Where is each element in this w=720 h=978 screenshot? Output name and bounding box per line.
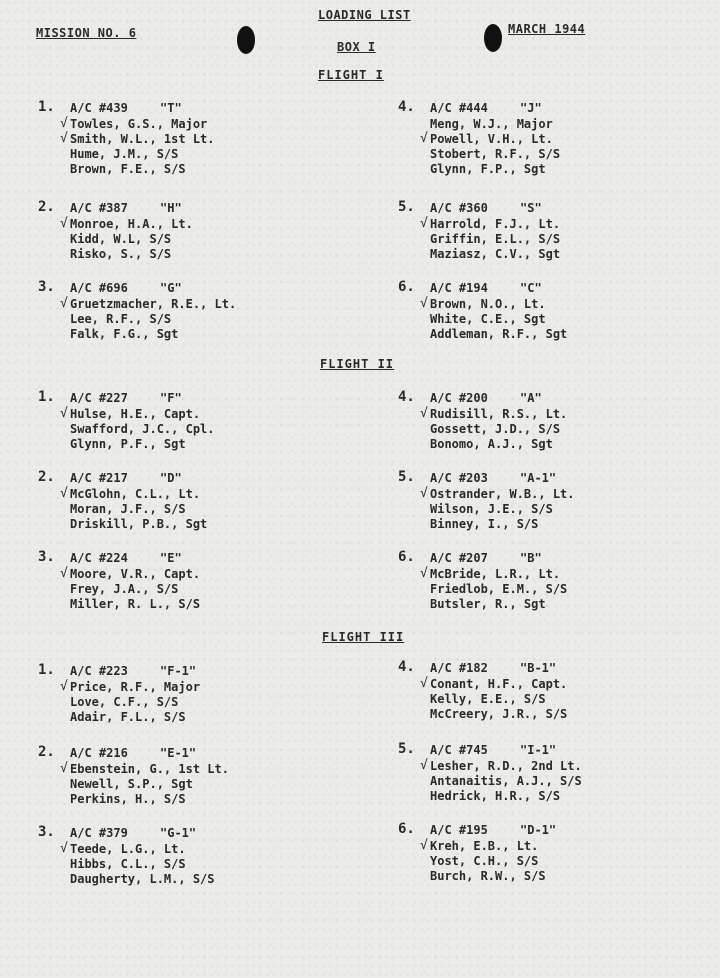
aircraft-header (430, 470, 575, 486)
crew-member (70, 161, 215, 176)
crew-member (430, 773, 582, 788)
crew-member-name: Powell, V.H., Lt. (430, 132, 553, 146)
aircraft-callsign: "D" (160, 471, 182, 485)
crew-member (60, 486, 207, 501)
aircraft-header (430, 100, 560, 116)
crew-member-name: Newell, S.P., Sgt (70, 777, 193, 791)
aircraft-number: 1. (38, 389, 55, 405)
crew-member-name: Hume, J.M., S/S (70, 147, 179, 161)
crew-member-name: Risko, S., S/S (70, 247, 172, 261)
aircraft-callsign: "S" (520, 201, 542, 215)
checkmark-icon: √ (420, 838, 428, 853)
crew-member (70, 436, 215, 451)
aircraft-callsign: "A" (520, 391, 542, 405)
crew-member (430, 691, 567, 706)
aircraft-number: 4. (398, 389, 415, 405)
crew-member-name: Towles, G.S., Major (70, 117, 208, 131)
crew-member (420, 486, 575, 501)
aircraft-number: 5. (398, 469, 415, 485)
crew-member (70, 246, 193, 261)
crew-member-name: Griffin, E.L., S/S (430, 232, 561, 246)
aircraft-block (60, 550, 201, 611)
crew-member (70, 596, 200, 611)
crew-member-name: Hulse, H.E., Capt. (70, 407, 201, 421)
crew-member-name: Moore, V.R., Capt. (70, 567, 201, 581)
crew-member-name: Glynn, F.P., Sgt (430, 162, 546, 176)
crew-member-name: Meng, W.J., Major (430, 117, 553, 131)
aircraft-callsign: "D-1" (520, 823, 557, 837)
document-title: LOADING LIST (318, 8, 411, 22)
aircraft-header (70, 280, 236, 296)
aircraft-number: 3. (38, 549, 55, 565)
crew-member-name: Kidd, W.L, S/S (70, 232, 172, 246)
crew-member-name: Gruetzmacher, R.E., Lt. (70, 297, 237, 311)
crew-member (70, 516, 207, 531)
aircraft-block (60, 663, 201, 724)
crew-member (420, 406, 568, 421)
aircraft-block (60, 470, 208, 531)
crew-member (60, 761, 229, 776)
aircraft-block (60, 200, 193, 261)
aircraft-callsign: "E" (160, 551, 182, 565)
crew-member-name: Swafford, J.C., Cpl. (70, 422, 215, 436)
crew-member (60, 131, 215, 146)
aircraft-block (420, 550, 568, 611)
crew-member-name: Gossett, J.D., S/S (430, 422, 561, 436)
aircraft-callsign: "A-1" (520, 471, 557, 485)
aircraft-callsign: "J" (520, 101, 542, 115)
crew-member-name: Driskill, P.B., Sgt (70, 517, 208, 531)
aircraft-number: 4. (398, 659, 415, 675)
crew-member-name: Bonomo, A.J., Sgt (430, 437, 553, 451)
crew-member (420, 758, 582, 773)
crew-member-name: Stobert, R.F., S/S (430, 147, 561, 161)
aircraft-header (430, 390, 567, 406)
flight-title: FLIGHT III (322, 630, 405, 644)
crew-member (420, 296, 567, 311)
aircraft-callsign: "B" (520, 551, 542, 565)
aircraft-callsign: "G" (160, 281, 182, 295)
aircraft-id: A/C #444 (430, 101, 488, 115)
aircraft-header (70, 825, 215, 841)
crew-member (60, 116, 215, 131)
crew-member-name: Addleman, R.F., Sgt (430, 327, 568, 341)
aircraft-header (430, 200, 560, 216)
crew-member-name: Price, R.F., Major (70, 680, 201, 694)
crew-member (430, 421, 567, 436)
crew-member (430, 326, 567, 341)
aircraft-header (70, 100, 215, 116)
crew-member (70, 694, 200, 709)
aircraft-number: 6. (398, 279, 415, 295)
crew-member-name: Ebenstein, G., 1st Lt. (70, 762, 229, 776)
aircraft-number: 5. (398, 199, 415, 215)
crew-member (70, 791, 229, 806)
aircraft-block (420, 200, 561, 261)
aircraft-callsign: "G-1" (160, 826, 197, 840)
checkmark-icon: √ (60, 216, 68, 231)
crew-member-name: Yost, C.H., S/S (430, 854, 539, 868)
crew-member-name: Perkins, H., S/S (70, 792, 186, 806)
checkmark-icon: √ (420, 131, 428, 146)
crew-member (70, 709, 200, 724)
crew-member (70, 871, 215, 886)
crew-member-name: Binney, I., S/S (430, 517, 539, 531)
checkmark-icon: √ (420, 676, 428, 691)
aircraft-id: A/C #745 (430, 743, 488, 757)
crew-member (70, 146, 215, 161)
crew-member-name: Smith, W.L., 1st Lt. (70, 132, 215, 146)
crew-member-name: McGlohn, C.L., Lt. (70, 487, 201, 501)
aircraft-block (420, 100, 561, 176)
checkmark-icon: √ (420, 216, 428, 231)
checkmark-icon: √ (420, 566, 428, 581)
crew-member-name: Hedrick, H.R., S/S (430, 789, 561, 803)
crew-member (430, 853, 556, 868)
crew-member-name: Butsler, R., Sgt (430, 597, 546, 611)
crew-member-name: Lee, R.F., S/S (70, 312, 172, 326)
box-label: BOX I (337, 40, 376, 54)
crew-member (60, 406, 215, 421)
aircraft-header (430, 822, 556, 838)
crew-member (60, 296, 237, 311)
crew-member (70, 231, 193, 246)
crew-member-name: Friedlob, E.M., S/S (430, 582, 568, 596)
aircraft-header (430, 550, 567, 566)
aircraft-number: 6. (398, 549, 415, 565)
crew-member (70, 776, 229, 791)
aircraft-header (430, 660, 567, 676)
crew-member-name: Daugherty, L.M., S/S (70, 872, 215, 886)
crew-member-name: Falk, F.G., Sgt (70, 327, 179, 341)
checkmark-icon: √ (60, 679, 68, 694)
crew-member-name: Glynn, P.F., Sgt (70, 437, 186, 451)
crew-member (430, 246, 560, 261)
aircraft-callsign: "F" (160, 391, 182, 405)
crew-member-name: Wilson, J.E., S/S (430, 502, 553, 516)
crew-member-name: Ostrander, W.B., Lt. (430, 487, 575, 501)
crew-member (60, 216, 193, 231)
aircraft-number: 5. (398, 741, 415, 757)
crew-member-name: Kreh, E.B., Lt. (430, 839, 539, 853)
mission-number: MISSION NO. 6 (36, 26, 137, 40)
crew-member-name: Harrold, F.J., Lt. (430, 217, 561, 231)
crew-member (70, 581, 200, 596)
aircraft-callsign: "I-1" (520, 743, 557, 757)
aircraft-number: 2. (38, 744, 55, 760)
aircraft-id: A/C #207 (430, 551, 488, 565)
checkmark-icon: √ (60, 566, 68, 581)
crew-member-name: Miller, R. L., S/S (70, 597, 201, 611)
crew-member (430, 116, 560, 131)
aircraft-header (70, 390, 215, 406)
crew-member-name: Conant, H.F., Capt. (430, 677, 568, 691)
checkmark-icon: √ (420, 296, 428, 311)
checkmark-icon: √ (420, 758, 428, 773)
checkmark-icon: √ (420, 406, 428, 421)
aircraft-callsign: "C" (520, 281, 542, 295)
aircraft-header (430, 280, 567, 296)
crew-member-name: Maziasz, C.V., Sgt (430, 247, 561, 261)
punch-hole-left (237, 26, 255, 54)
aircraft-header (70, 470, 207, 486)
aircraft-header (70, 745, 229, 761)
aircraft-block (420, 390, 568, 451)
checkmark-icon: √ (60, 296, 68, 311)
aircraft-number: 2. (38, 469, 55, 485)
aircraft-block (60, 100, 215, 176)
crew-member (430, 501, 575, 516)
aircraft-callsign: "B-1" (520, 661, 557, 675)
crew-member (420, 131, 560, 146)
checkmark-icon: √ (60, 486, 68, 501)
crew-member (60, 841, 215, 856)
aircraft-callsign: "F-1" (160, 664, 197, 678)
checkmark-icon: √ (60, 131, 68, 146)
checkmark-icon: √ (60, 406, 68, 421)
aircraft-block (420, 660, 568, 721)
crew-member (70, 856, 215, 871)
aircraft-block (60, 825, 215, 886)
crew-member (430, 146, 560, 161)
aircraft-id: A/C #227 (70, 391, 128, 405)
aircraft-id: A/C #194 (430, 281, 488, 295)
checkmark-icon: √ (420, 486, 428, 501)
crew-member-name: Lesher, R.D., 2nd Lt. (430, 759, 582, 773)
aircraft-block (60, 280, 237, 341)
aircraft-block (420, 280, 568, 341)
crew-member-name: Brown, N.O., Lt. (430, 297, 546, 311)
aircraft-number: 4. (398, 99, 415, 115)
aircraft-header (70, 550, 200, 566)
document-date: MARCH 1944 (508, 22, 586, 36)
crew-member-name: Hibbs, C.L., S/S (70, 857, 186, 871)
crew-member-name: Adair, F.L., S/S (70, 710, 186, 724)
punch-hole-right (484, 24, 502, 52)
crew-member-name: Antanaitis, A.J., S/S (430, 774, 582, 788)
crew-member (430, 868, 556, 883)
aircraft-block (60, 745, 229, 806)
crew-member-name: Rudisill, R.S., Lt. (430, 407, 568, 421)
crew-member (430, 516, 575, 531)
aircraft-callsign: "E-1" (160, 746, 197, 760)
aircraft-id: A/C #439 (70, 101, 128, 115)
aircraft-id: A/C #182 (430, 661, 488, 675)
aircraft-number: 1. (38, 662, 55, 678)
aircraft-number: 3. (38, 824, 55, 840)
aircraft-id: A/C #696 (70, 281, 128, 295)
crew-member (70, 326, 236, 341)
crew-member (430, 596, 567, 611)
aircraft-id: A/C #379 (70, 826, 128, 840)
aircraft-callsign: "T" (160, 101, 182, 115)
aircraft-id: A/C #216 (70, 746, 128, 760)
aircraft-block (60, 390, 215, 451)
aircraft-id: A/C #217 (70, 471, 128, 485)
aircraft-id: A/C #223 (70, 664, 128, 678)
crew-member-name: Kelly, E.E., S/S (430, 692, 546, 706)
crew-member (420, 216, 561, 231)
aircraft-header (70, 663, 200, 679)
aircraft-id: A/C #224 (70, 551, 128, 565)
crew-member (70, 421, 215, 436)
flight-title: FLIGHT I (318, 68, 384, 82)
crew-member (430, 231, 560, 246)
crew-member (430, 788, 582, 803)
crew-member-name: Frey, J.A., S/S (70, 582, 179, 596)
aircraft-header (70, 200, 193, 216)
checkmark-icon: √ (60, 841, 68, 856)
crew-member (420, 566, 567, 581)
crew-member (430, 581, 567, 596)
crew-member (70, 501, 207, 516)
crew-member (430, 706, 567, 721)
aircraft-number: 3. (38, 279, 55, 295)
aircraft-header (430, 742, 582, 758)
checkmark-icon: √ (60, 116, 68, 131)
aircraft-id: A/C #360 (430, 201, 488, 215)
crew-member-name: Moran, J.F., S/S (70, 502, 186, 516)
aircraft-number: 2. (38, 199, 55, 215)
crew-member (420, 838, 556, 853)
crew-member-name: Teede, L.G., Lt. (70, 842, 186, 856)
flight-title: FLIGHT II (320, 357, 395, 371)
aircraft-block (420, 470, 575, 531)
crew-member-name: Monroe, H.A., Lt. (70, 217, 193, 231)
crew-member-name: McCreery, J.R., S/S (430, 707, 568, 721)
aircraft-callsign: "H" (160, 201, 182, 215)
checkmark-icon: √ (60, 761, 68, 776)
aircraft-number: 6. (398, 821, 415, 837)
crew-member (60, 679, 201, 694)
crew-member-name: White, C.E., Sgt (430, 312, 546, 326)
aircraft-id: A/C #203 (430, 471, 488, 485)
crew-member (70, 311, 236, 326)
crew-member-name: Burch, R.W., S/S (430, 869, 546, 883)
crew-member (60, 566, 201, 581)
crew-member-name: McBride, L.R., Lt. (430, 567, 561, 581)
crew-member-name: Love, C.F., S/S (70, 695, 179, 709)
crew-member (420, 676, 568, 691)
aircraft-number: 1. (38, 99, 55, 115)
aircraft-id: A/C #200 (430, 391, 488, 405)
aircraft-id: A/C #195 (430, 823, 488, 837)
aircraft-id: A/C #387 (70, 201, 128, 215)
crew-member (430, 436, 567, 451)
crew-member-name: Brown, F.E., S/S (70, 162, 186, 176)
aircraft-block (420, 822, 557, 883)
aircraft-block (420, 742, 582, 803)
crew-member (430, 161, 560, 176)
crew-member (430, 311, 567, 326)
